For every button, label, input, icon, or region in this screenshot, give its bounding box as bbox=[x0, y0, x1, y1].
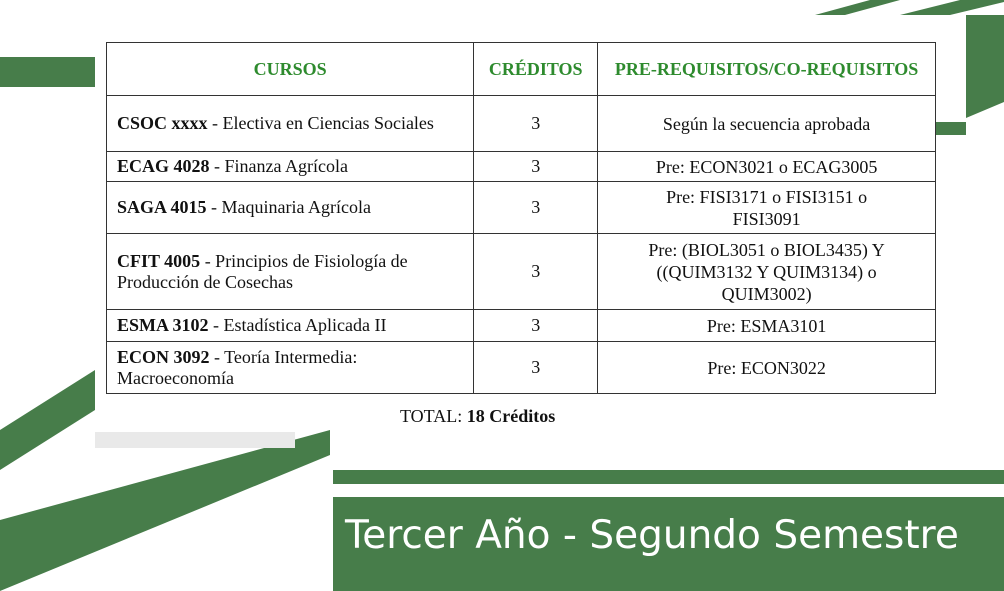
course-name: - Electiva en Ciencias Sociales bbox=[207, 113, 434, 133]
header-prerequisitos: PRE-REQUISITOS/CO-REQUISITOS bbox=[598, 43, 936, 96]
deco-top-right-stripe-2 bbox=[900, 0, 1004, 15]
table-row bbox=[107, 182, 936, 234]
course-cell bbox=[107, 234, 474, 310]
course-name: - Finanza Agrícola bbox=[209, 156, 348, 176]
table-row bbox=[107, 96, 936, 152]
credits-cell: 3 bbox=[474, 234, 598, 310]
course-code: CSOC xxxx bbox=[117, 113, 208, 133]
table-row bbox=[107, 310, 936, 342]
prereq-cell: Pre: ESMA3101 bbox=[598, 310, 936, 342]
course-cell bbox=[107, 342, 474, 394]
deco-top-right-stripe-1 bbox=[815, 0, 900, 15]
course-cell bbox=[107, 182, 474, 234]
deco-right-triangle bbox=[936, 122, 966, 135]
credits-cell: 3 bbox=[474, 310, 598, 342]
deco-right-panel bbox=[966, 15, 1004, 118]
course-code: ECAG 4028 bbox=[117, 156, 210, 176]
prereq-text: Pre: (BIOL3051 o BIOL3435) Y ((QUIM3132 Y QUIM3134) o QUIM3002) bbox=[648, 239, 885, 304]
deco-bottom-left-band bbox=[0, 370, 95, 470]
prereq-cell bbox=[598, 234, 936, 310]
course-name: - Estadística Aplicada II bbox=[208, 315, 387, 335]
course-code: ESMA 3102 bbox=[117, 315, 209, 335]
total-line bbox=[400, 406, 555, 427]
table-header-row bbox=[107, 43, 936, 96]
course-cell bbox=[107, 310, 474, 342]
course-name: - Principios de Fisiología de Producción de Cosechas bbox=[117, 250, 408, 292]
course-code: SAGA 4015 bbox=[117, 197, 207, 217]
deco-top-left-bar bbox=[0, 57, 95, 87]
credits-cell: 3 bbox=[474, 152, 598, 182]
total-value: 18 Créditos bbox=[466, 406, 556, 426]
course-cell bbox=[107, 152, 474, 182]
courses-table bbox=[106, 42, 936, 394]
deco-bottom-left-shadow bbox=[95, 432, 295, 448]
header-creditos: CRÉDITOS bbox=[474, 43, 598, 96]
table-row bbox=[107, 234, 936, 310]
course-cell bbox=[107, 96, 474, 152]
title-accent-bar bbox=[333, 470, 1004, 484]
table-row bbox=[107, 152, 936, 182]
total-label: TOTAL: bbox=[400, 406, 467, 426]
credits-cell: 3 bbox=[474, 182, 598, 234]
prereq-cell: Según la secuencia aprobada bbox=[598, 96, 936, 152]
header-cursos: CURSOS bbox=[107, 43, 474, 96]
course-code: CFIT 4005 bbox=[117, 250, 201, 271]
course-name: - Maquinaria Agrícola bbox=[206, 197, 371, 217]
table-row bbox=[107, 342, 936, 394]
course-name: - Teoría Intermedia: Macroeconomía bbox=[117, 346, 358, 388]
deco-bottom-left-wedge bbox=[0, 430, 330, 591]
prereq-text: Pre: FISI3171 o FISI3151 o FISI3091 bbox=[666, 186, 868, 229]
prereq-cell: Pre: ECON3022 bbox=[598, 342, 936, 394]
prereq-cell bbox=[598, 182, 936, 234]
course-code: ECON 3092 bbox=[117, 346, 210, 367]
prereq-cell: Pre: ECON3021 o ECAG3005 bbox=[598, 152, 936, 182]
slide-title: Tercer Año - Segundo Semestre bbox=[345, 513, 959, 558]
credits-cell: 3 bbox=[474, 96, 598, 152]
credits-cell: 3 bbox=[474, 342, 598, 394]
